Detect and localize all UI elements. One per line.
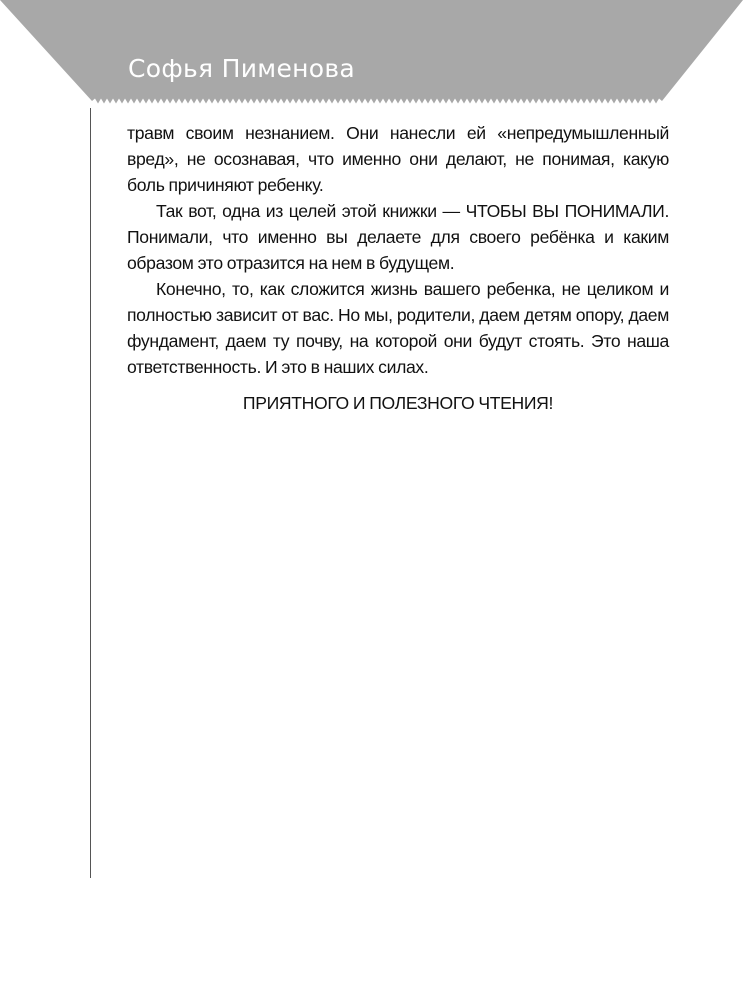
left-margin-rule bbox=[90, 108, 91, 878]
paragraph-goal: Так вот, одна из целей этой книжки — ЧТОБЫ ВЫ ПОНИМАЛИ. Понимали, что именно вы делаете для своего ребёнка и каким образом это отразится на нем в будущем. bbox=[127, 201, 669, 273]
running-header-author: Софья Пименова bbox=[128, 54, 356, 83]
running-header-band bbox=[0, 0, 743, 110]
closing-line: ПРИЯТНОГО И ПОЛЕЗНОГО ЧТЕНИЯ! bbox=[242, 393, 554, 413]
paragraph-responsibility: Конечно, то, как сложится жизнь вашего ребенка, не целиком и полностью зависит от вас. Но мы, родители, даем детям опору, даем фундамент, даем ту почву, на которой они будут стоять. Это наша ответственность. И это в наших силах. bbox=[127, 279, 669, 377]
header-band-shape bbox=[0, 0, 743, 110]
paragraph-continued: травм своим незнанием. Они нанесли ей «непредумышленный вред», не осознавая, что именно они делают, не понимая, какую боль причиняют ребенку. bbox=[127, 123, 669, 195]
body-text bbox=[127, 120, 669, 416]
